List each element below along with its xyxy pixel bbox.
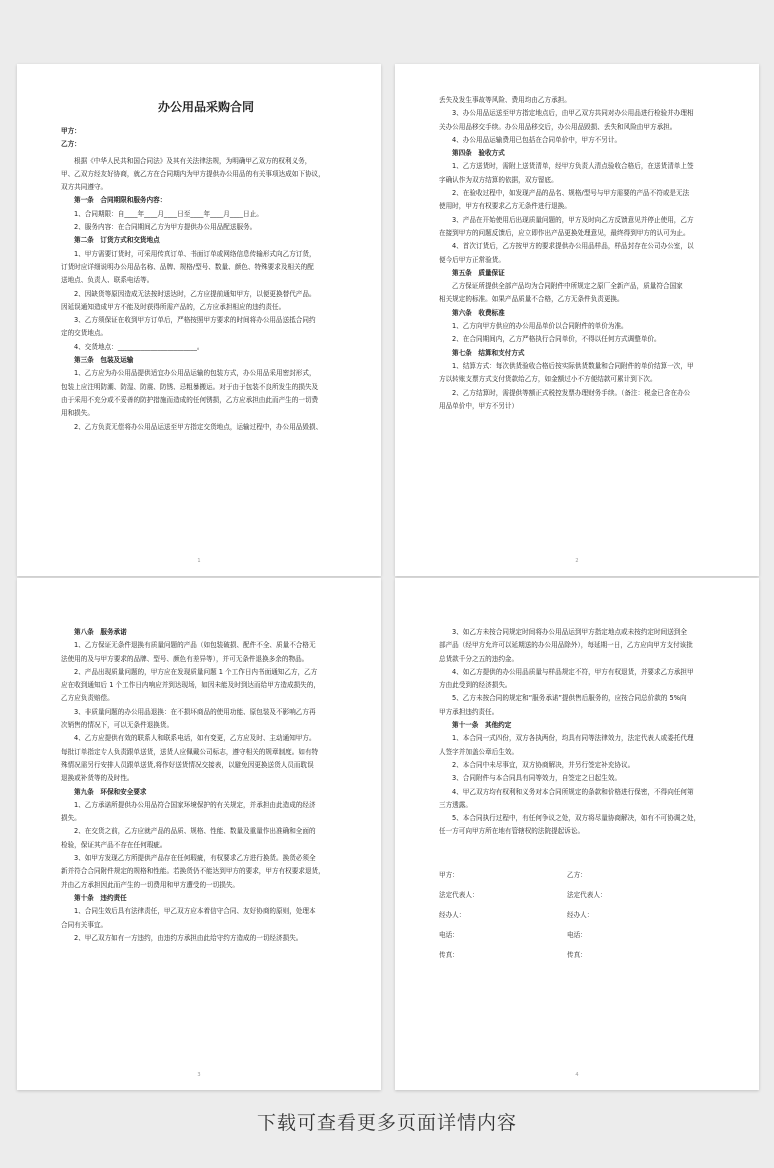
- text-line: 由于采用不充分或不妥善的防护措施而造成的任何锈损，乙方应承担由此而产生的一切费: [61, 395, 319, 404]
- section-heading: 第二条 订货方式和交货地点: [74, 236, 160, 245]
- text-line: 2、在验收过程中，如发现产品的品名、规格/型号与甲方需要的产品不符或是无法: [452, 189, 690, 198]
- section-heading: 第十一条 其他约定: [452, 721, 512, 730]
- text-line: 2、乙方结算时，需提供等额正式税控发票办理财务手续。（备注：税金已含在办公: [452, 388, 691, 397]
- text-line: 3、非质量问题的办公用品退换：在不损坏商品的使用功能、原包装及不影响乙方再: [74, 707, 316, 716]
- text-line: 4、甲乙双方均有权利和义务对本合同所规定的条款和价格进行保密，不得向任何第: [452, 787, 694, 796]
- contract-page-2: [395, 64, 759, 576]
- text-line: 2、在交货之前，乙方应就产品的品质、规格、性能、数量及重量作出准确和全面的: [74, 827, 316, 836]
- text-line: 相关规定的标准。如果产品质量不合格，乙方无条件负责更换。: [439, 295, 624, 304]
- text-line: 定的交货地点。: [61, 329, 108, 338]
- text-line: 因延误通知造成甲方不能及时获得所需产品的，乙方应承担相应的违约责任。: [61, 302, 286, 311]
- text-line: 损失。: [61, 814, 81, 823]
- text-line: 3、如乙方未按合同规定时间将办公用品运到甲方指定地点或未按约定时间送到全: [452, 628, 687, 636]
- text-line: 2、服务内容：在合同期间乙方为甲方提供办公用品配送服务。: [74, 223, 257, 232]
- signature-field-label: 法定代表人：: [439, 890, 479, 899]
- text-line: 4、乙方应提供有效的联系人和联系电话，如有变更，乙方应及时、主动通知甲方。: [74, 734, 316, 743]
- download-more-banner[interactable]: 下载可查看更多页面详情内容: [256, 1112, 517, 1134]
- contract-title: 办公用品采购合同: [157, 100, 254, 114]
- signature-block: [439, 865, 729, 965]
- text-line: 5、本合同执行过程中，有任何争议之处，双方将尽量协商解决，如有不可协调之处，: [452, 814, 701, 823]
- section-heading: 第十条 违约责任: [74, 893, 127, 902]
- text-line: 三方透露。: [439, 800, 472, 809]
- page-number: 1: [197, 558, 201, 564]
- text-line: 3、乙方须保证在收到甲方订单后，严格按照甲方要求的时间将办公用品送抵合同约: [74, 316, 316, 325]
- section-heading: 第四条 验收方式: [452, 149, 505, 158]
- text-line: 用和损失。: [61, 409, 94, 418]
- page-3-content: [61, 626, 351, 945]
- text-line: 合同有关事宜。: [61, 920, 108, 929]
- text-line: 2、在合同期间内，乙方严格执行合同单价，不得以任何方式调整单价。: [452, 335, 661, 344]
- text-line: 1、乙方送货时，需附上送货清单，经甲方负责人清点验收合格后，在送货清单上签: [452, 162, 694, 171]
- text-line: 3、产品在开始使用后出现质量问题的，甲方及时向乙方反馈意见并停止使用，乙方: [452, 215, 694, 224]
- text-line: 1、乙方应为办公用品提供适宜办公用品运输的包装方式，办公用品采用密封形式，: [74, 369, 316, 378]
- text-line: 根据《中华人民共和国合同法》及其有关法律法规，为明确甲乙双方的权利义务，: [74, 156, 312, 165]
- text-line: 检验，保证其产品不存在任何瑕疵。: [61, 840, 167, 849]
- text-line: 1、本合同一式四份，双方各执两份，均具有同等法律效力，法定代表人或委托代理: [452, 734, 694, 743]
- text-line: 甲方承担违约责任。: [439, 707, 499, 716]
- text-line: 1、乙方承诺所提供办公用品符合国家环境保护的有关规定，并承担由此造成的经济: [74, 800, 316, 809]
- party-b-signature-column: [567, 865, 607, 965]
- party-a-signature-column: [439, 865, 567, 965]
- text-line: 字确认作为双方结算的依据，双方留底。: [439, 175, 558, 184]
- text-line: 4、交货地点：________________________。: [74, 342, 204, 351]
- text-line: 便今后甲方正常验货。: [439, 255, 505, 264]
- text-line: 总货款千分之五的违约金。: [439, 654, 519, 663]
- page-1-content: [61, 98, 351, 434]
- text-line: 乙方应负责赔偿。: [61, 694, 114, 703]
- text-line: 在接到甲方的问题反馈后，应立即作出产品更换处理意见，最终得到甲方的认可为止。: [439, 228, 690, 237]
- text-line: 退换或补货等的及时性。: [61, 774, 134, 783]
- signature-field-label: 法定代表人：: [567, 890, 607, 899]
- signature-field-label: 经办人：: [439, 910, 466, 919]
- text-line: 丢失及发生事故等风险、费用均由乙方承担。: [439, 96, 571, 104]
- text-line: 双方共同遵守。: [61, 183, 108, 192]
- text-line: 1、甲方需要订货时，可采用传真订单、书面订单或网络信息传输形式向乙方订货，: [74, 249, 316, 258]
- page-2-content: [439, 94, 729, 413]
- text-line: 2、产品出现质量问题的，甲方应在发现质量问题 1 个工作日内书面通知乙方，乙方: [74, 667, 318, 676]
- text-line: 1、结算方式：每次供货验收合格后按实际供货数量和合同附件的单价结算一次，甲: [452, 361, 694, 370]
- text-line: 1、乙方保证无条件退换有质量问题的产品（如包装破损、配件不全、质量不合格无: [74, 641, 316, 650]
- page-number: 4: [575, 1072, 579, 1078]
- text-line: 1、乙方向甲方供应的办公用品单价以合同附件的单价为准。: [452, 322, 628, 331]
- text-line: 5、乙方未按合同的规定和“服务承诺”提供售后服务的，应按合同总价款的 5%向: [452, 694, 687, 703]
- section-heading: 第七条 结算和支付方式: [452, 348, 525, 357]
- signature-field-label: 经办人：: [567, 910, 594, 919]
- text-line: 3、办公用品运送至甲方指定地点后，由甲乙双方共同对办公用品进行检验并办理相: [452, 109, 694, 118]
- contract-page-1: [17, 64, 381, 576]
- section-heading: 第一条 合同期限和服务内容：: [74, 196, 167, 205]
- signature-field-label: 甲方：: [439, 870, 459, 879]
- party-b-label: 乙方：: [61, 140, 81, 149]
- text-line: 并由乙方承担因此而产生的一切费用和甲方遭受的一切损失。: [61, 880, 240, 889]
- text-line: 人签字并加盖公章后生效。: [439, 747, 519, 756]
- text-line: 1、合同生效后具有法律责任，甲乙双方应本着信守合同、友好协商的原则，处理本: [74, 907, 316, 916]
- text-line: 关办公用品移交手续。办公用品移交后，办公用品毁损、丢失和风险由甲方承担。: [439, 122, 677, 131]
- text-line: 殊情况需另行安排人员跟单送货,将作好送货情况交接表，以避免因更换送货人员而耽误: [61, 760, 314, 769]
- text-line: 1、合同期限：自____年____月____日至____年____月____日止。: [74, 209, 263, 218]
- signature-field-label: 电话：: [567, 930, 587, 939]
- signature-field-label: 传真：: [567, 950, 587, 959]
- signature-field-label: 乙方：: [567, 870, 587, 879]
- text-line: 2、本合同中未尽事宜，双方协商解决，并另行签定补充协议。: [452, 760, 635, 769]
- text-line: 方由此受到的经济损失。: [439, 681, 512, 690]
- section-heading: 第三条 包装及运输: [74, 356, 134, 365]
- text-line: 任一方可向甲方所在地有管辖权的法院提起诉讼。: [439, 827, 585, 836]
- text-line: 4、首次订货后，乙方按甲方的要求提供办公用品样品，样品封存在公司办公室，以: [452, 242, 694, 251]
- section-heading: 第六条 收费标准: [452, 308, 505, 317]
- text-line: 包装上应注明防潮、防湿、防震、防锈、忌粗暴搬运。对于由于包装不良所发生的损失及: [61, 382, 319, 391]
- text-line: 3、如甲方发现乙方所提供产品存在任何瑕疵，有权要求乙方进行换货。换货必须全: [74, 854, 316, 863]
- text-line: 使用时，甲方有权要求乙方无条件进行退换。: [439, 202, 571, 211]
- page-number: 2: [575, 558, 579, 564]
- contract-page-3: [17, 578, 381, 1090]
- page-number: 3: [197, 1072, 201, 1078]
- text-line: 用品单价中，甲方不另计）: [439, 401, 519, 410]
- text-line: 乙方保证所提供全部产品均为合同附件中所规定之原厂全新产品，质量符合国家: [452, 282, 683, 291]
- text-line: 法使用的及与甲方要求的品牌、型号、颜色有差异等），并可无条件退换多余的物品。: [61, 654, 309, 663]
- text-line: 每批订单指定专人负责跟单送货，送货人应佩戴公司标志，遵守相关的规章制度。如有特: [61, 747, 319, 756]
- text-line: 3、合同附件与本合同具有同等效力，自签定之日起生效。: [452, 774, 622, 783]
- contract-page-4: [395, 578, 759, 1090]
- section-heading: 第五条 质量保证: [452, 268, 505, 277]
- text-line: 4、办公用品运输费用已包括在合同单价中，甲方不另计。: [452, 135, 622, 144]
- text-line: 应在收到通知后 1 个工作日内响应并到达现场，如因未能及时到达而给甲方造成损失的，: [61, 681, 320, 690]
- text-line: 2、甲乙双方如有一方违约，由违约方承担由此给守约方造成的一切经济损失。: [74, 933, 303, 942]
- signature-field-label: 传真：: [439, 950, 459, 959]
- text-line: 部产品（经甲方允许可以延期送的办公用品除外），每延期一日，乙方应向甲方支付该批: [439, 641, 693, 650]
- text-line: 4、如乙方提供的办公用品质量与样品规定不符，甲方有权退货，并要求乙方承担甲: [452, 667, 694, 676]
- text-line: 甲、乙双方经友好协商，就乙方在合同期内为甲方提供办公用品的有关事项达成如下协议，: [61, 169, 325, 178]
- text-line: 2、因缺货等原因造成无法按时送达时，乙方应提前通知甲方，以便更换替代产品。: [74, 289, 316, 298]
- text-line: 新并符合合同附件规定的规格和性能。若换货仍不能达到甲方的要求，甲方有权要求退货，: [61, 867, 325, 876]
- text-line: 送地点、负责人、联系电话等。: [61, 276, 154, 285]
- party-a-label: 甲方：: [61, 127, 81, 135]
- section-heading: 第九条 环保和安全要求: [74, 787, 147, 796]
- text-line: 方以转账支票方式支付货款给乙方，如金额过小不方便结款可累计到下次。: [439, 375, 657, 384]
- text-line: 次销售的情况下，可以无条件退换货。: [61, 721, 174, 730]
- section-heading: 第八条 服务承诺: [74, 628, 127, 636]
- signature-field-label: 电话：: [439, 930, 459, 939]
- text-line: 2、乙方负责无偿将办公用品运送至甲方指定交货地点，运输过程中，办公用品毁损、: [74, 422, 323, 431]
- page-4-content: [439, 626, 729, 965]
- text-line: 订货时应详细说明办公用品名称、品牌、规格/型号、数量、颜色、特殊要求及相关的配: [61, 262, 314, 271]
